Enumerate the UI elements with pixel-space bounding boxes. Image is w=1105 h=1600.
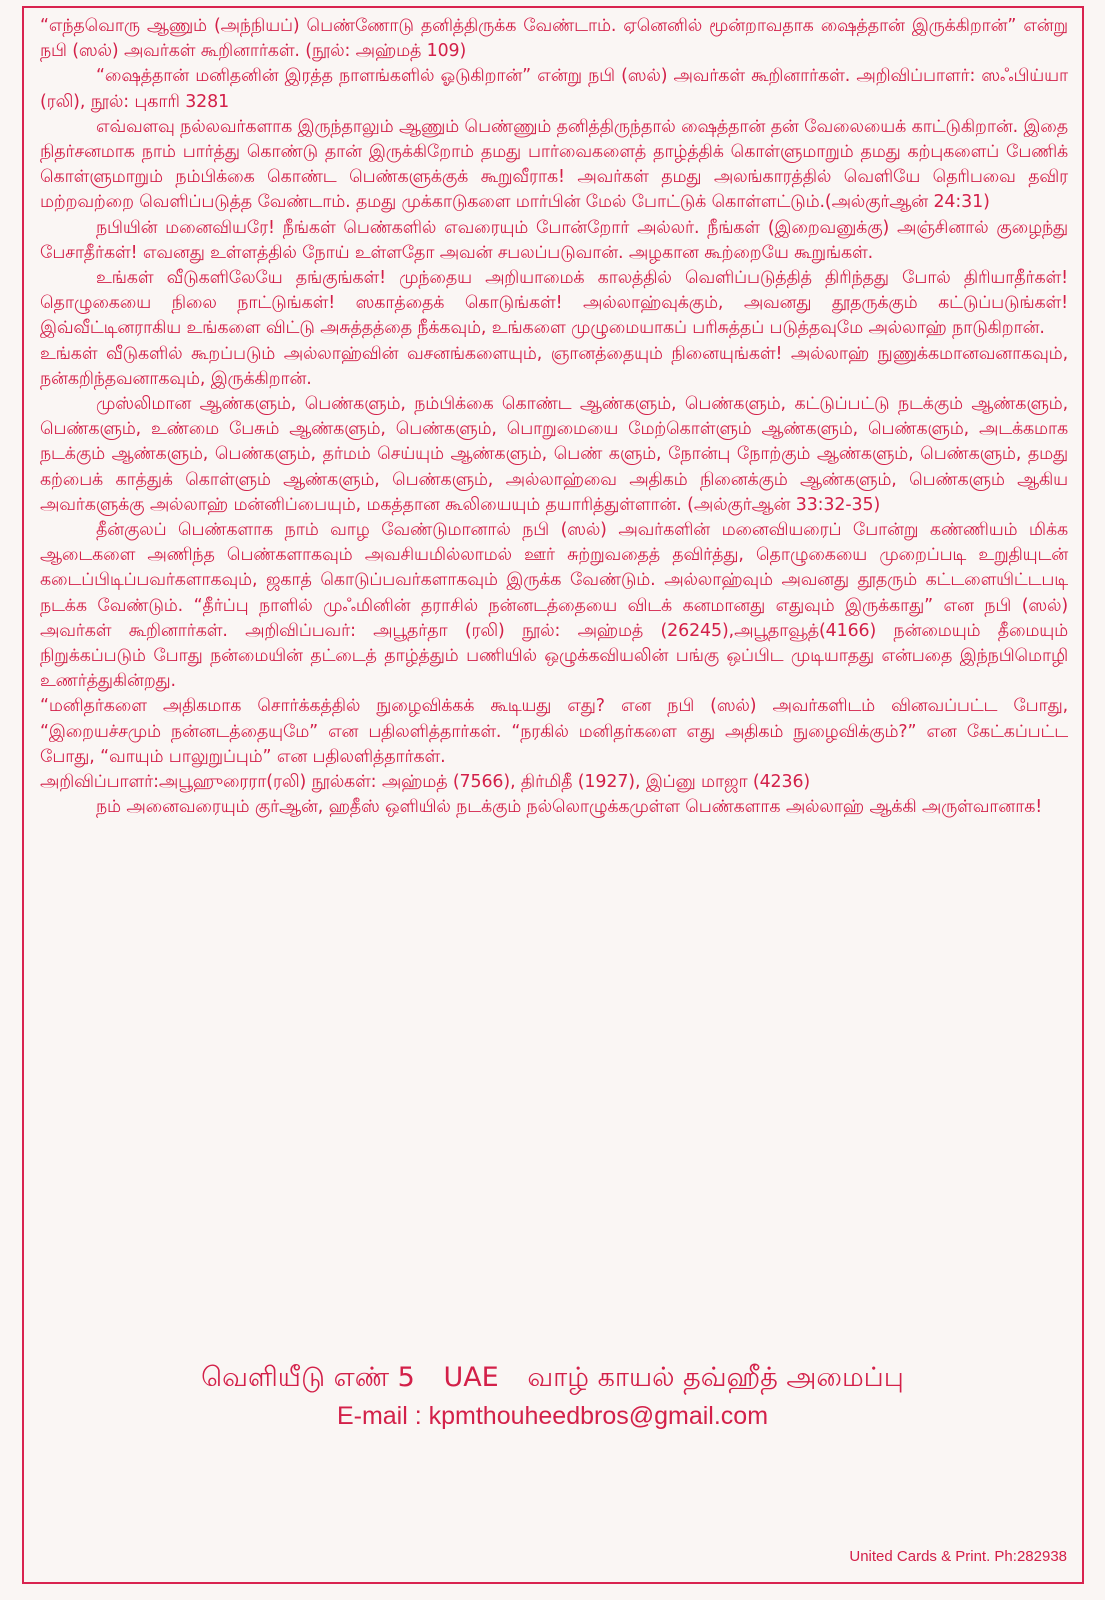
org-code: UAE — [443, 1362, 499, 1393]
article-body — [40, 14, 1068, 821]
printer-credit: United Cards & Print. Ph:282938 — [849, 1548, 1067, 1565]
contact-email: E-mail : kpmthouheedbros@gmail.com — [336, 1402, 769, 1430]
hadith-reference: அறிவிப்பாளர்:அபூஹுரைரா(ரலி) நூல்கள்: அஹ்மத் (7566), திர்மிதீ (1927), இப்னு மாஜா (4236) — [40, 772, 811, 793]
org-name: வாழ் காயல் தவ்ஹீத் அமைப்பு — [527, 1362, 904, 1393]
closing-prayer: நம் அனைவரையும் குர்ஆன், ஹதீஸ் ஒளியில் நடக்கும் நல்லொழுக்கமுள்ள பெண்களாக அல்லாஹ் ஆக்கி அருள்வானாக! — [96, 797, 1043, 818]
paragraph-9: “மனிதர்களை அதிகமாக சொர்க்கத்தில் நுழைவிக்கக் கூடியது எது? என நபி (ஸல்) அவர்களிடம் வினவப்பட்ட போது, “இறையச்சமும் நன்னடத்தையுமே” என பதிலளித்தார்கள். “நரகில் மனிதர்களை எது அதிகம் நுழைவிக்கும்?” என கேட்கப்பட்ட போது, “வாயும் பாலுறுப்பும்” என பதிலளித்தார்கள். — [40, 696, 1068, 767]
paragraph-6: உங்கள் வீடுகளில் கூறப்படும் அல்லாஹ்வின் வசனங்களையும், ஞானத்தையும் நினையுங்கள்! அல்லாஹ் நுணுக்கமானவனாகவும், நன்கறிந்தவனாகவும், இருக்கிறான். — [40, 343, 1068, 389]
issue-number: வெளியீடு எண் 5 — [201, 1362, 415, 1393]
paragraph-5: உங்கள் வீடுகளிலேயே தங்குங்கள்! முந்தைய அறியாமைக் காலத்தில் வெளிப்படுத்தித் திரிந்தது போல் திரியாதீர்கள்! தொழுகையை நிலை நாட்டுங்கள்! ஸகாத்தைக் கொடுங்கள்! அல்லாஹ்வுக்கும், அவனது தூதருக்கும் கட்டுப்படுங்கள்! இவ்வீட்டினராகிய உங்களை விட்டு அசுத்தத்தை நீக்கவும், உங்களை முழுமையாகப் பரிசுத்தப் படுத்தவுமே அல்லாஹ் நாடுகிறான். — [40, 268, 1068, 339]
paragraph-1: “எந்தவொரு ஆணும் (அந்நியப்) பெண்ணோடு தனித்திருக்க வேண்டாம். ஏனெனில் மூன்றாவதாக ஷைத்தான் இருக்கிறான்” என்று நபி (ஸல்) அவர்கள் கூறினார்கள். (நூல்: அஹ்மத் 109) — [40, 16, 1068, 62]
publication-title — [0, 1360, 1105, 1396]
paragraph-4: நபியின் மனைவியரே! நீங்கள் பெண்களில் எவரையும் போன்றோர் அல்லர். நீங்கள் (இறைவனுக்கு) அஞ்சினால் குழைந்து பேசாதீர்கள்! எவனது உள்ளத்தில் நோய் உள்ளதோ அவன் சபலப்படுவான். அழகான கூற்றையே கூறுங்கள். — [40, 217, 1068, 263]
paragraph-8: தீன்குலப் பெண்களாக நாம் வாழ வேண்டுமானால் நபி (ஸல்) அவர்களின் மனைவியரைப் போன்று கண்ணியம் மிக்க ஆடைகளை அணிந்த பெண்களாகவும் அவசியமில்லாமல் ஊர் சுற்றுவதைத் தவிர்த்து, தொழுகையை முறைப்படி உறுதியுடன் கடைப்பிடிப்பவர்களாகவும், ஜகாத் கொடுப்பவர்களாகவும் இருக்க வேண்டும். அல்லாஹ்வும் அவனது தூதரும் கட்டளையிட்டபடி நடக்க வேண்டும். “தீர்ப்பு நாளில் முஃமினின் தராசில் நன்னடத்தையை விடக் கனமானது எதுவும் இருக்காது” என நபி (ஸல்) அவர்கள் கூறினார்கள். அறிவிப்பவர்: அபூதர்தா (ரலி) நூல்: அஹ்மத் (26245),அபூதாவூத்(4166) நன்மையும் தீமையும் நிறுக்கப்படும் போது நன்மையின் தட்டைத் தாழ்த்தும் பணியில் ஒழுக்கவியலின் பங்கு ஒப்பிட முடியாதது என்பதை இந்நபிமொழி உணர்த்துகின்றது. — [40, 520, 1068, 692]
paragraph-2: “ஷைத்தான் மனிதனின் இரத்த நாளங்களில் ஓடுகிறான்” என்று நபி (ஸல்) அவர்கள் கூறினார்கள். அறிவிப்பாளர்: ஸஃபிய்யா (ரலி), நூல்: புகாரி 3281 — [40, 66, 1068, 112]
paragraph-7: முஸ்லிமான ஆண்களும், பெண்களும், நம்பிக்கை கொண்ட ஆண்களும், பெண்களும், கட்டுப்பட்டு நடக்கும் ஆண்களும், பெண்களும், உண்மை பேசும் ஆண்களும், பெண்களும், பொறுமையை மேற்கொள்ளும் ஆண்களும், பெண்களும், அடக்கமாக நடக்கும் ஆண்களும், பெண்களும், தர்மம் செய்யும் ஆண்களும், பெண் களும், நோன்பு நோற்கும் ஆண்களும், பெண்களும், தமது கற்பைக் காத்துக் கொள்ளும் ஆண்களும், பெண்களும், அல்லாஹ்வை அதிகம் நினைக்கும் ஆண்களும், பெண்களும் ஆகிய அவர்களுக்கு அல்லாஹ் மன்னிப்பையும், மகத்தான கூலியையும் தயாரித்துள்ளான். (அல்குர்ஆன் 33:32-35) — [40, 394, 1068, 515]
paragraph-3: எவ்வளவு நல்லவர்களாக இருந்தாலும் ஆணும் பெண்ணும் தனித்திருந்தால் ஷைத்தான் தன் வேலையைக் காட்டுகிறான். இதை நிதர்சனமாக நாம் பார்த்து கொண்டு தான் இருக்கிறோம் தமது பார்வைகளைத் தாழ்த்திக் கொள்ளுமாறும் தமது கற்புகளைப் பேணிக் கொள்ளுமாறும் நம்பிக்கை கொண்ட பெண்களுக்குக் கூறுவீராக! அவர்கள் தமது அலங்காரத்தில் வெளியே தெரிபவை தவிர மற்றவற்றை வெளிப்படுத்த வேண்டாம். தமது முக்காடுகளை மார்பின் மேல் போட்டுக் கொள்ளட்டும்.(அல்குர்ஆன் 24:31) — [40, 116, 1068, 213]
